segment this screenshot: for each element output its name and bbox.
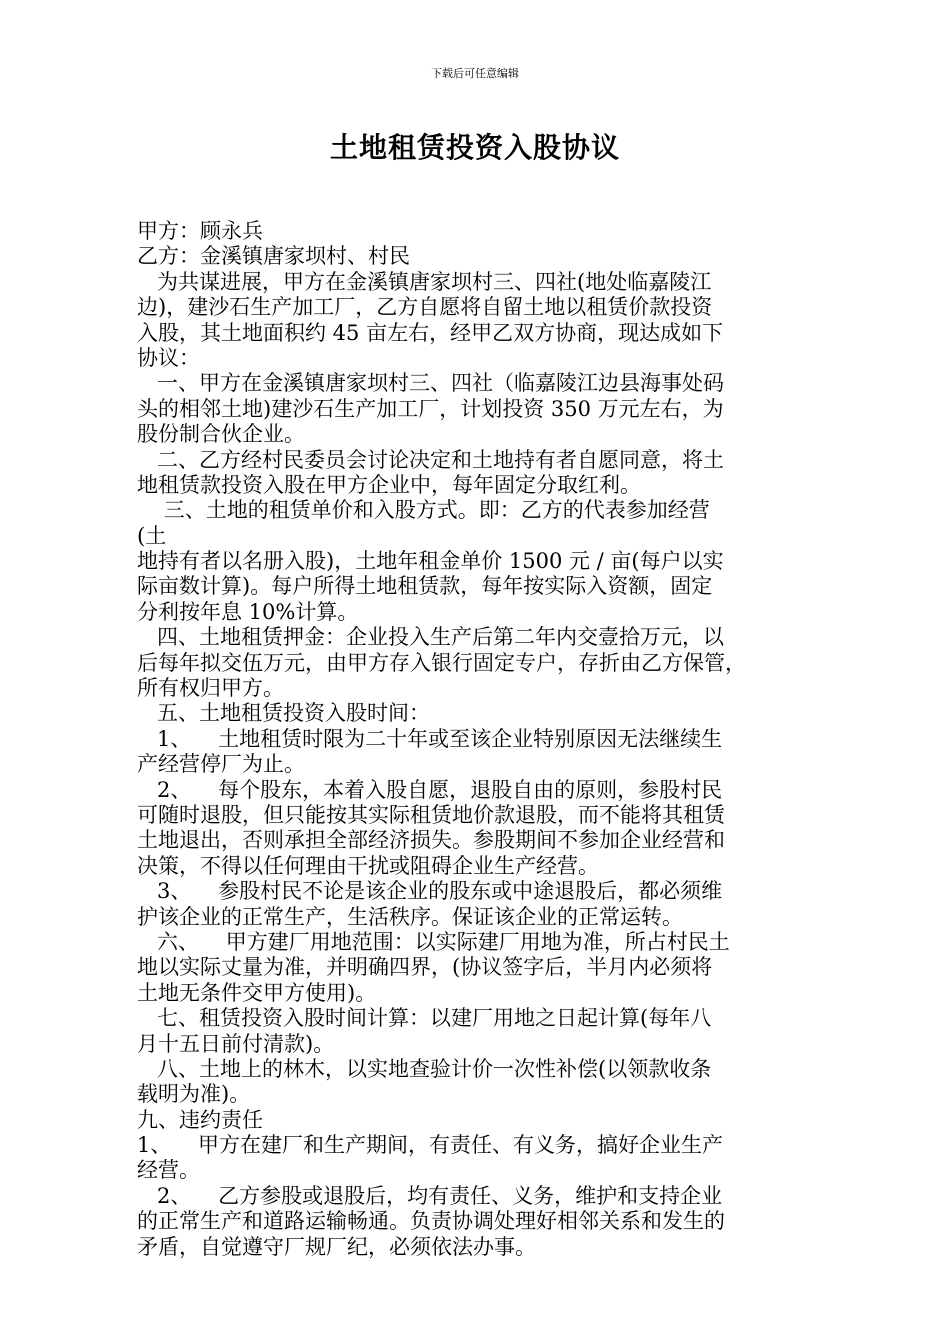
text-line: 护该企业的正常生产，生活秩序。保证该企业的正常运转。 — [137, 904, 683, 929]
text-line: 分利按年息 10%计算。 — [137, 599, 359, 624]
document-title: 土地租赁投资入股协议 — [329, 131, 620, 164]
text-line: 月十五日前付清款)。 — [137, 1031, 335, 1056]
text-line: 股份制合伙企业。 — [137, 422, 305, 447]
text-line: 际亩数计算)。每户所得土地租赁款，每年按实际入资额，固定 — [137, 574, 713, 599]
text-line: 土地退出，否则承担全部经济损失。参股期间不参加企业经营和 — [137, 828, 725, 853]
text-line: 边)，建沙石生产加工厂，乙方自愿将自留土地以租赁价款投资 — [137, 295, 713, 320]
text-line: 所有权归甲方。 — [137, 676, 284, 701]
text-line: 决策，不得以任何理由干扰或阻碍企业生产经营。 — [137, 853, 599, 878]
text-line: 七、租赁投资入股时间计算：以建厂用地之日起计算(每年八 — [137, 1006, 712, 1031]
text-line: 地持有者以名册入股)，土地年租金单价 1500 元 / 亩(每户以实 — [137, 549, 724, 574]
text-line: 矛盾，自觉遵守厂规厂纪，必须依法办事。 — [137, 1234, 536, 1259]
text-line: 2、 每个股东，本着入股自愿，退股自由的原则，参股村民 — [137, 777, 723, 802]
text-line: 八、土地上的林木，以实地查验计价一次性补偿(以领款收条 — [137, 1056, 712, 1081]
text-line: 产经营停厂为止。 — [137, 752, 305, 777]
text-line: 1、 土地租赁时限为二十年或至该企业特别原因无法继续生 — [137, 726, 723, 751]
text-line: 头的相邻土地)建沙石生产加工厂，计划投资 350 万元左右，为 — [137, 396, 724, 421]
text-line: 四、土地租赁押金：企业投入生产后第二年内交壹拾万元，以 — [137, 625, 725, 650]
text-line: 入股，其土地面积约 45 亩左右，经甲乙双方协商，现达成如下 — [137, 320, 724, 345]
agreement-body — [137, 219, 817, 1260]
text-line: (土 — [137, 523, 167, 548]
text-line: 载明为准)。 — [137, 1082, 251, 1107]
text-line: 乙方：金溪镇唐家坝村、村民 — [137, 244, 410, 269]
text-line: 地以实际丈量为准，并明确四界，(协议签字后，半月内必须将 — [137, 955, 713, 980]
text-line: 3、 参股村民不论是该企业的股东或中途退股后，都必须维 — [137, 879, 723, 904]
text-line: 后每年拟交伍万元，由甲方存入银行固定专户，存折由乙方保管， — [137, 650, 746, 675]
text-line: 1、 甲方在建厂和生产期间，有责任、有义务，搞好企业生产 — [137, 1133, 724, 1158]
text-line: 一、甲方在金溪镇唐家坝村三、四社（临嘉陵江边县海事处码 — [137, 371, 725, 396]
text-line: 五、土地租赁投资入股时间： — [137, 701, 431, 726]
text-line: 经营。 — [137, 1158, 200, 1183]
text-line: 地租赁款投资入股在甲方企业中，每年固定分取红利。 — [137, 472, 641, 497]
text-line: 九、违约责任 — [137, 1107, 263, 1132]
text-line: 甲方：顾永兵 — [137, 219, 263, 243]
text-line: 六、 甲方建厂用地范围：以实际建厂用地为准，所占村民土 — [137, 929, 730, 954]
text-line: 三、土地的租赁单价和入股方式。即：乙方的代表参加经营 — [137, 498, 710, 523]
text-line: 的正常生产和道路运输畅通。负责协调处理好相邻关系和发生的 — [137, 1209, 725, 1234]
text-line: 为共谋进展，甲方在金溪镇唐家坝村三、四社(地处临嘉陵江 — [137, 269, 712, 294]
text-line: 可随时退股，但只能按其实际租赁地价款退股，而不能将其租赁 — [137, 802, 725, 827]
text-line: 土地无条件交甲方使用)。 — [137, 980, 377, 1005]
text-line: 2、 乙方参股或退股后，均有责任、义务，维护和支持企业 — [137, 1183, 723, 1208]
text-line: 协议： — [137, 345, 200, 370]
text-line: 二、乙方经村民委员会讨论决定和土地持有者自愿同意，将土 — [137, 447, 725, 472]
header-note: 下载后可任意编辑 — [431, 67, 519, 80]
